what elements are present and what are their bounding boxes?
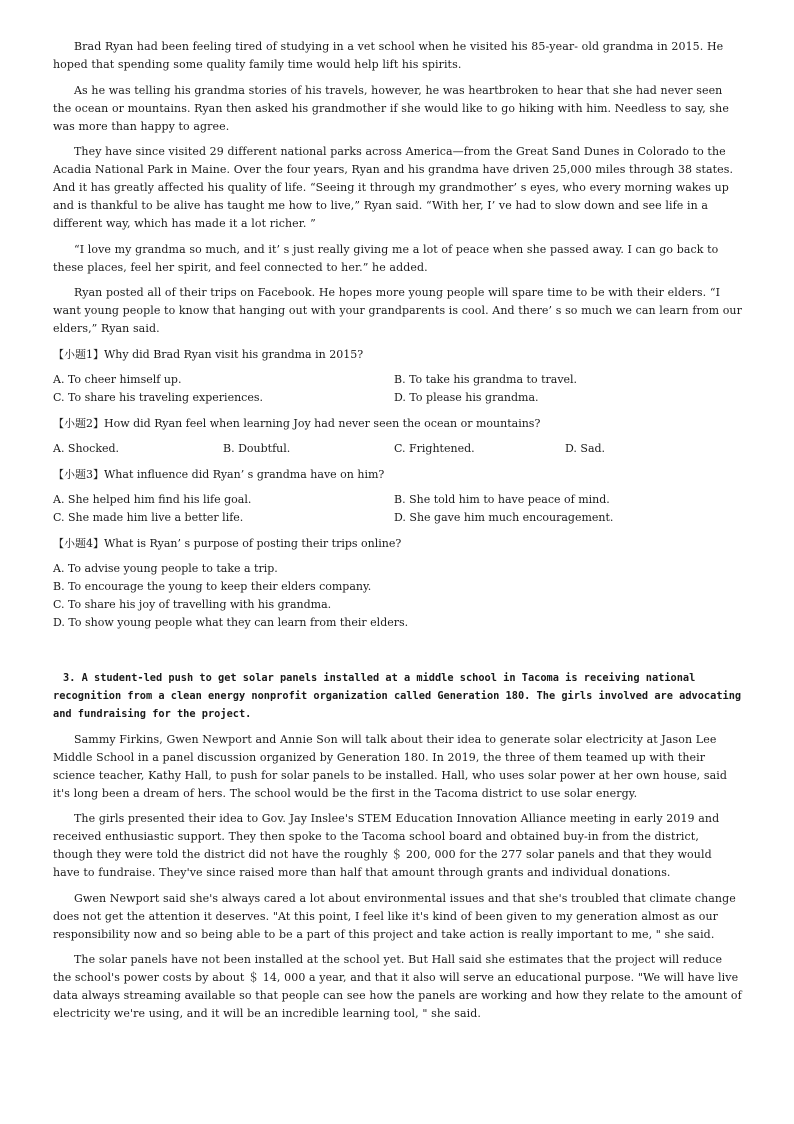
question-3-option-a: A. She helped him find his life goal. — [53, 493, 252, 506]
question-1-option-d: D. To please his grandma. — [394, 391, 539, 404]
passage2-paragraph-1: Brad Ryan had been feeling tired of studying in a vet school when he visited his 85-year- old grandma in 2015. He hoped that spending some quality family time would help lift his spirits. — [53, 40, 724, 71]
question-2-option-d: D. Sad. — [565, 442, 606, 455]
question-1-option-b: B. To take his grandma to travel. — [394, 373, 578, 386]
passage3-number: 3. — [63, 672, 76, 684]
question-4-options — [53, 560, 742, 632]
passage3-paragraph-1: Sammy Firkins, Gwen Newport and Annie Son will talk about their idea to generate solar electricity at Jason Lee Middle School in a panel discussion organized by Generation 180. In 2019, the three of them teamed up with their science teacher, Kathy Hall, to push for solar panels to be installed. Hall, who uses solar power at her own house, said it's long been a dream of hers. The school would be the first in the Tacoma district to use solar energy. — [53, 732, 727, 800]
question-4-option-a: A. To advise young people to take a trip. — [53, 562, 278, 575]
question-3-stem: 【小题3】What influence did Ryan’ s grandma have on him? — [53, 467, 385, 481]
question-1-options — [53, 371, 742, 407]
question-2-stem: 【小题2】How did Ryan feel when learning Joy had never seen the ocean or mountains? — [53, 416, 541, 430]
question-3-options — [53, 491, 742, 527]
question-2-options — [53, 440, 742, 458]
question-2-option-c: C. Frightened. — [394, 442, 475, 455]
passage2-paragraph-3: They have since visited 29 different national parks across America—from the Great Sand Dunes in Colorado to the Acadia National Park in Maine. Over the four years, Ryan and his grandma have driven 25,000 miles through 38 states. And it has greatly affected his quality of life. “Seeing it through my grandmother’ s eyes, who every morning wakes up and is thankful to be alive has taught me how to live,” Ryan said. “With her, I’ ve had to slow down and see life in a different way, which has made it a lot richer. ” — [53, 145, 734, 230]
question-1-option-c: C. To share his traveling experiences. — [53, 391, 263, 404]
passage2-paragraph-2: As he was telling his grandma stories of his travels, however, he was heartbroken to hear that she had never seen the ocean or mountains. Ryan then asked his grandmother if she would like to go hiking with him. Needless to say, she was more than happy to agree. — [53, 83, 729, 133]
passage2-paragraph-4: “I love my grandma so much, and it’ s just really giving me a lot of peace when she passed away. I can go back to these places, feel her spirit, and feel connected to her.” he added. — [53, 242, 719, 274]
question-1-stem: 【小题1】Why did Brad Ryan visit his grandma in 2015? — [53, 347, 364, 361]
passage3-paragraph-3: Gwen Newport said she's always cared a lot about environmental issues and that she's troubled that climate change does not get the attention it deserves. "At this point, I feel like it's kind of been given to my generation almost as our responsibility now and so being able to be a part of this project and take action is really important to me, " she said. — [53, 891, 736, 941]
question-4-option-c: C. To share his joy of travelling with his grandma. — [53, 598, 332, 611]
question-2-option-b: B. Doubtful. — [223, 442, 291, 455]
question-3-option-b: B. She told him to have peace of mind. — [394, 493, 610, 506]
question-4-stem: 【小题4】What is Ryan’ s purpose of posting their trips online? — [53, 536, 402, 550]
passage3-paragraph-4: The solar panels have not been installed at the school yet. But Hall said she estimates that the project will reduce the school's power costs by about ＄ 14, 000 a year, and that it also will serve an educational purpose. "We will have live data always streaming available so that people can see how the panels are working and how they relate to the amount of electricity we're using, and it will be an incredible learning tool, " she said. — [53, 953, 742, 1020]
question-3-option-d: D. She gave him much encouragement. — [394, 511, 614, 524]
question-1-option-a: A. To cheer himself up. — [53, 373, 182, 386]
question-2-option-a: A. Shocked. — [53, 442, 120, 455]
question-3-option-c: C. She made him live a better life. — [53, 511, 244, 524]
question-4-option-b: B. To encourage the young to keep their elders company. — [53, 580, 372, 593]
passage3-intro-text: A student-led push to get solar panels installed at a middle school in Tacoma is receiving national recognition from a clean energy nonprofit organization called Generation 180. The girls involved are advocating and fundraising for the project. — [53, 672, 742, 720]
question-4-option-d: D. To show young people what they can learn from their elders. — [53, 616, 409, 629]
passage2-paragraph-5: Ryan posted all of their trips on Facebook. He hopes more young people will spare time to be with their elders. “I want young people to know that hanging out with your grandparents is cool. And there’ s so much we can learn from our elders,” Ryan said. — [53, 286, 742, 335]
passage3-intro — [53, 669, 742, 723]
passage3-paragraph-2: The girls presented their idea to Gov. Jay Inslee's STEM Education Innovation Alliance meeting in early 2019 and received enthusiastic support. They then spoke to the Tacoma school board and obtained buy-in from the district, though they were told the district did not have the roughly ＄ 200, 000 for the 277 solar panels and that they would have to fundraise. They've since raised more than half that amount through grants and individual donations. — [53, 812, 720, 879]
